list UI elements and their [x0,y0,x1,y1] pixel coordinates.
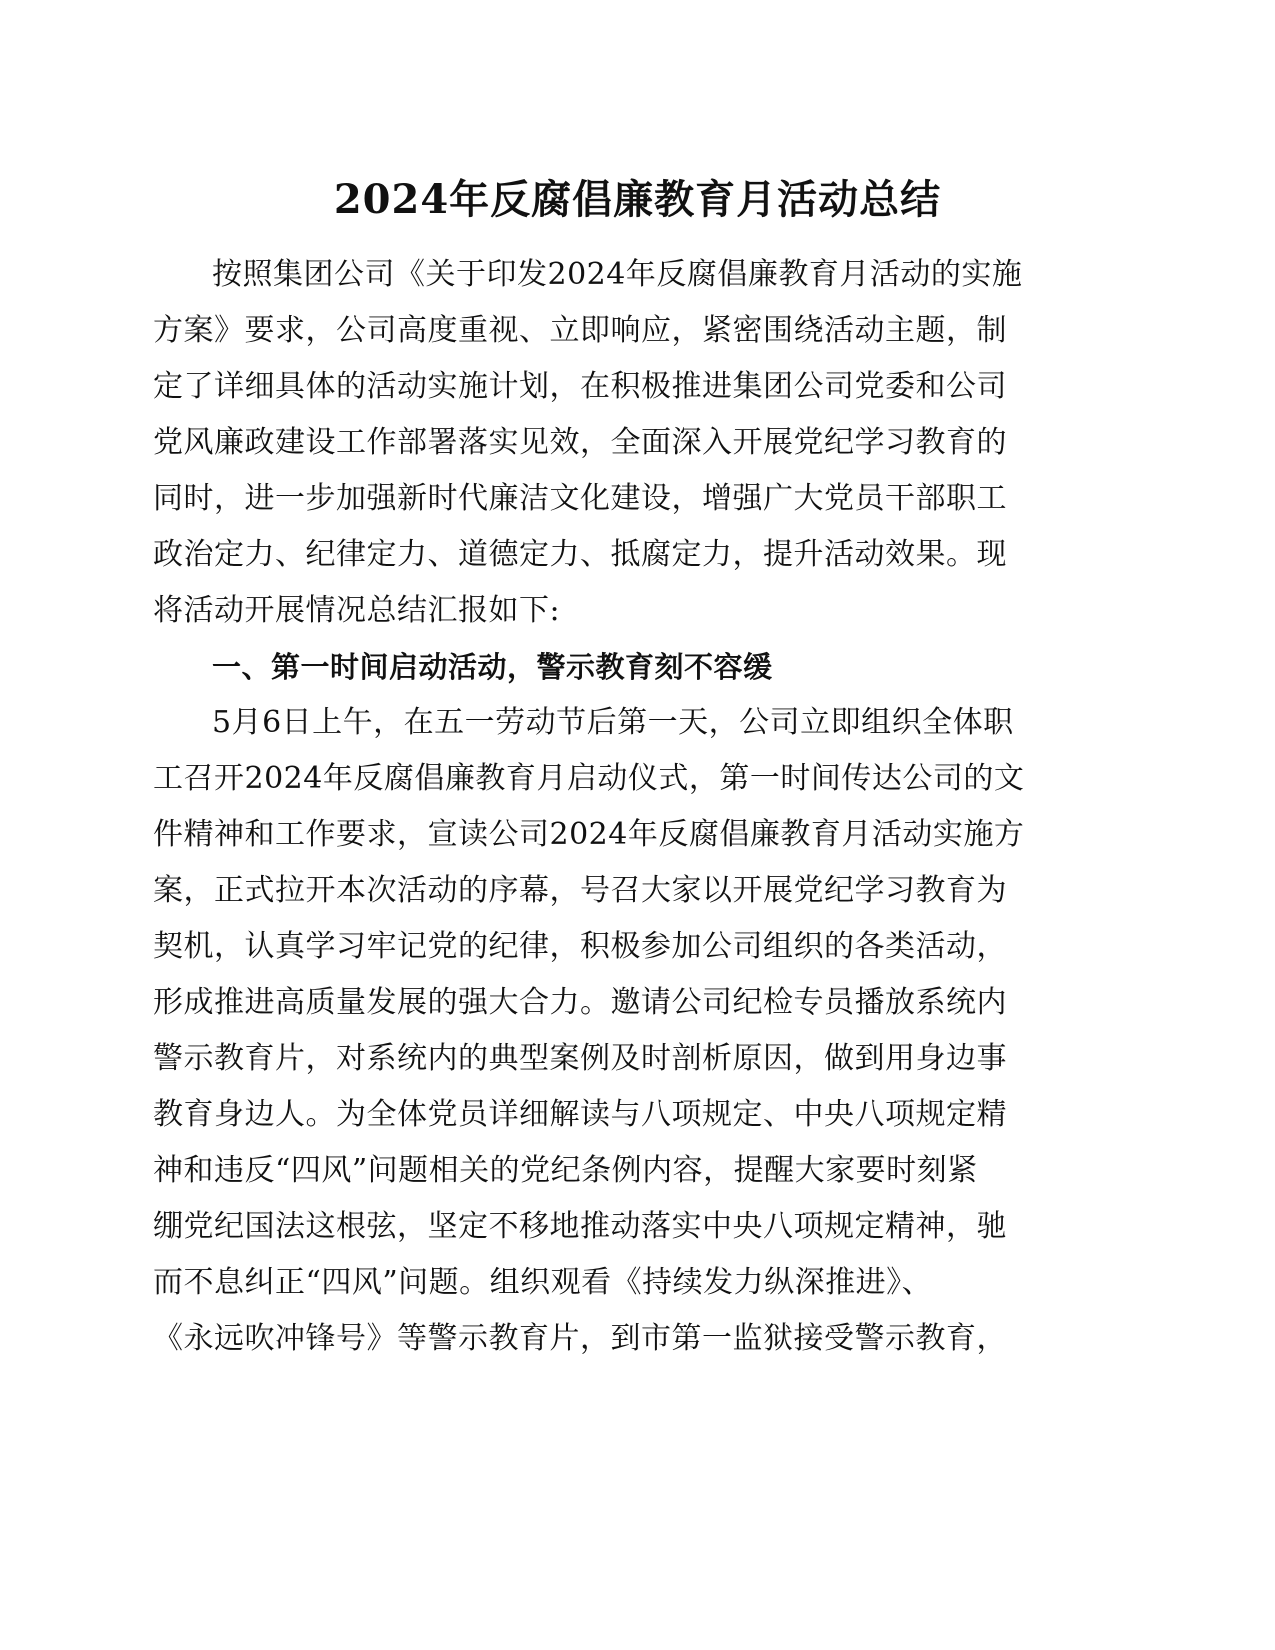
section-line: 教育身边人。为全体党员详细解读与八项规定、中央八项规定精 [153,1097,1007,1132]
section-line: 形成推进高质量发展的强大合力。邀请公司纪检专员播放系统内 [153,985,1007,1020]
intro-line: 方案》要求，公司高度重视、立即响应，紧密围绕活动主题，制 [153,313,1007,348]
intro-line: 同时，进一步加强新时代廉洁文化建设，增强广大党员干部职工 [153,481,1007,516]
section-line: 而不息纠正“四风”问题。组织观看《持续发力纵深推进》、 [153,1265,933,1300]
intro-line: 将活动开展情况总结汇报如下: [153,593,561,628]
section-line: 绷党纪国法这根弦，坚定不移地推动落实中央八项规定精神，驰 [153,1209,1007,1244]
intro-line: 定了详细具体的活动实施计划，在积极推进集团公司党委和公司 [153,369,1007,404]
section-line: 契机，认真学习牢记党的纪律，积极参加公司组织的各类活动， [153,929,1007,964]
section-line: 工召开2024年反腐倡廉教育月启动仪式，第一时间传达公司的文 [153,761,1025,796]
section-line: 警示教育片，对系统内的典型案例及时剖析原因，做到用身边事 [153,1041,1007,1076]
intro-line: 党风廉政建设工作部署落实见效，全面深入开展党纪学习教育的 [153,425,1007,460]
section-heading: 一、第一时间启动活动，警示教育刻不容缓 [212,650,773,684]
intro-line: 政治定力、纪律定力、道德定力、抵腐定力，提升活动效果。现 [153,537,1007,572]
section-line: 神和违反“四风”问题相关的党纪条例内容，提醒大家要时刻紧 [153,1153,978,1188]
section-line: 案，正式拉开本次活动的序幕，号召大家以开展党纪学习教育为 [153,873,1007,908]
intro-line: 按照集团公司《关于印发2024年反腐倡廉教育月活动的实施 [212,257,1023,292]
section-line: 件精神和工作要求，宣读公司2024年反腐倡廉教育月活动实施方 [153,817,1025,852]
document-title: 2024年反腐倡廉教育月活动总结 [333,176,942,223]
section-line: 5月6日上午，在五一劳动节后第一天，公司立即组织全体职 [212,705,1014,740]
section-line: 《永远吹冲锋号》等警示教育片，到市第一监狱接受警示教育， [153,1321,1007,1356]
